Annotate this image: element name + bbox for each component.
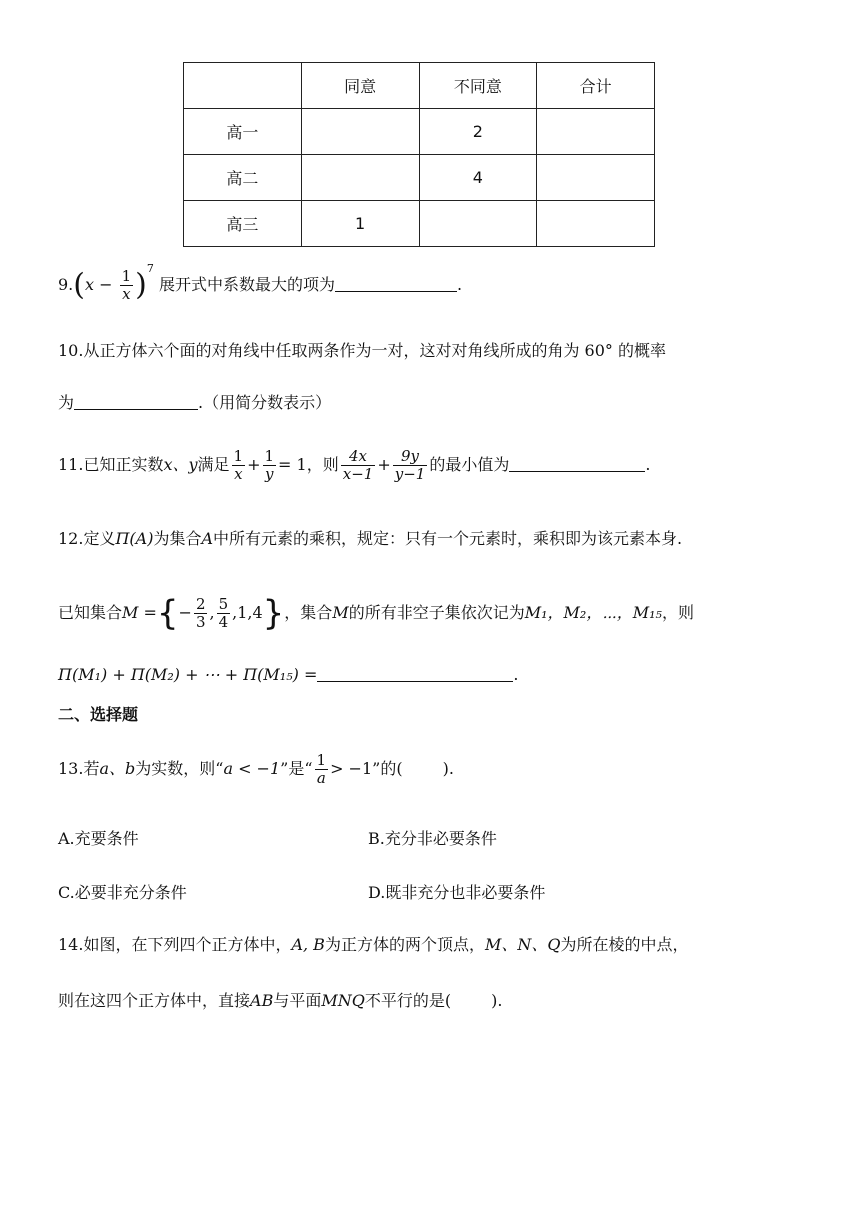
- table-cell: [537, 155, 655, 201]
- fraction: $\frac{2}{3}$: [195, 595, 206, 631]
- table-row: [184, 155, 655, 201]
- fraction: $\frac{1}{x}$: [233, 447, 244, 483]
- question-12-line2: 已知集合M ={− $\frac{2}{3}$ , $\frac{5}{4}$ ,1,4}，集合M的所有非空子集依次记为M₁，M₂，⋯，M₁₅，则: [58, 593, 694, 634]
- option-b: B.充分非必要条件: [368, 829, 497, 848]
- option-a: A.充要条件: [58, 829, 139, 848]
- table-cell: 2: [419, 109, 537, 155]
- table-row: [184, 201, 655, 247]
- question-text: 展开式中系数最大的项为: [158, 275, 335, 294]
- survey-table: [183, 62, 655, 247]
- table-cell: 高三: [184, 201, 302, 247]
- table-row: [184, 109, 655, 155]
- table-cell: [537, 201, 655, 247]
- table-cell: [301, 155, 419, 201]
- answer-blank: [335, 275, 457, 292]
- question-14-line2: 则在这四个正方体中，直接AB与平面MNQ不平行的是( ).: [58, 991, 503, 1010]
- answer-blank: [74, 393, 198, 410]
- question-13: 13.若a、b为实数，则“a < −1”是“ $\frac{1}{a}$ > −1”的( ).: [58, 751, 454, 787]
- operator: −: [94, 275, 118, 294]
- answer-blank: [317, 665, 513, 682]
- question-10-line1: [58, 340, 666, 362]
- question-11: 11.已知正实数x、y满足 $\frac{1}{x}$ + $\frac{1}{y}$ = 1，则 $\frac{4x}{x-1}$ + $\frac{9y}{y-1}$ 的最小值为 .: [58, 447, 651, 483]
- right-paren: ): [135, 267, 147, 303]
- subset-list: M₁，M₂，⋯，M₁₅: [524, 603, 662, 622]
- table-cell: 1: [301, 201, 419, 247]
- answer-blank: [509, 455, 645, 472]
- question-12-line1: 12.定义Π(A)为集合A中所有元素的乘积，规定：只有一个元素时，乘积即为该元素本身.: [58, 529, 683, 548]
- fraction: $\frac{1}{y}$: [264, 447, 275, 483]
- fraction: $\frac{1}{a}$: [316, 751, 327, 787]
- fraction: $\frac{9y}{y-1}$: [394, 447, 426, 483]
- fraction: $\frac{4x}{x-1}$: [342, 447, 374, 483]
- question-text: 10.从正方体六个面的对角线中任取两条作为一对，这对对角线所成的角为 60° 的概率: [58, 341, 666, 360]
- math-expression: > −1: [330, 759, 373, 778]
- variable: x: [84, 275, 95, 294]
- table-cell: [301, 109, 419, 155]
- table-header-cell: 同意: [301, 63, 419, 109]
- variables: x、y: [163, 455, 198, 474]
- table-header-row: [184, 63, 655, 109]
- question-12-line3: Π(M₁) + Π(M₂) + ⋯ + Π(M₁₅) = .: [58, 665, 519, 684]
- table-cell: [537, 109, 655, 155]
- math-expression: Π(M₁) + Π(M₂) + ⋯ + Π(M₁₅) =: [58, 665, 318, 684]
- table-cell: 4: [419, 155, 537, 201]
- question-9: 9.(x − $\frac{1}{x}$ )$^7$ 展开式中系数最大的项为 .: [58, 262, 463, 303]
- table-header-cell: 不同意: [419, 63, 537, 109]
- fraction: $\frac{5}{4}$: [218, 595, 229, 631]
- table-cell: 高一: [184, 109, 302, 155]
- question-number: 9.: [58, 275, 74, 294]
- table-cell: [419, 201, 537, 247]
- table-header-cell: [184, 63, 302, 109]
- right-brace: }: [262, 593, 285, 634]
- question-10-line2: 为 .（用简分数表示）: [58, 393, 332, 412]
- left-brace: {: [156, 593, 179, 634]
- table-cell: 高二: [184, 155, 302, 201]
- math-expression: Π(A): [115, 529, 154, 548]
- question-text: .（用简分数表示）: [198, 393, 332, 412]
- left-paren: (: [73, 267, 85, 303]
- option-c: C.必要非充分条件: [58, 883, 187, 902]
- exponent: 7: [146, 262, 154, 275]
- question-14-line1: 14.如图，在下列四个正方体中，A, B为正方体的两个顶点，M、N、Q为所在棱的中点，: [58, 935, 689, 954]
- option-d: D.既非充分也非必要条件: [368, 883, 546, 902]
- table-header-cell: 合计: [537, 63, 655, 109]
- section-heading: 二、选择题: [58, 705, 139, 724]
- math-expression: a < −1: [223, 759, 281, 778]
- fraction: $\frac{1}{x}$: [121, 267, 132, 303]
